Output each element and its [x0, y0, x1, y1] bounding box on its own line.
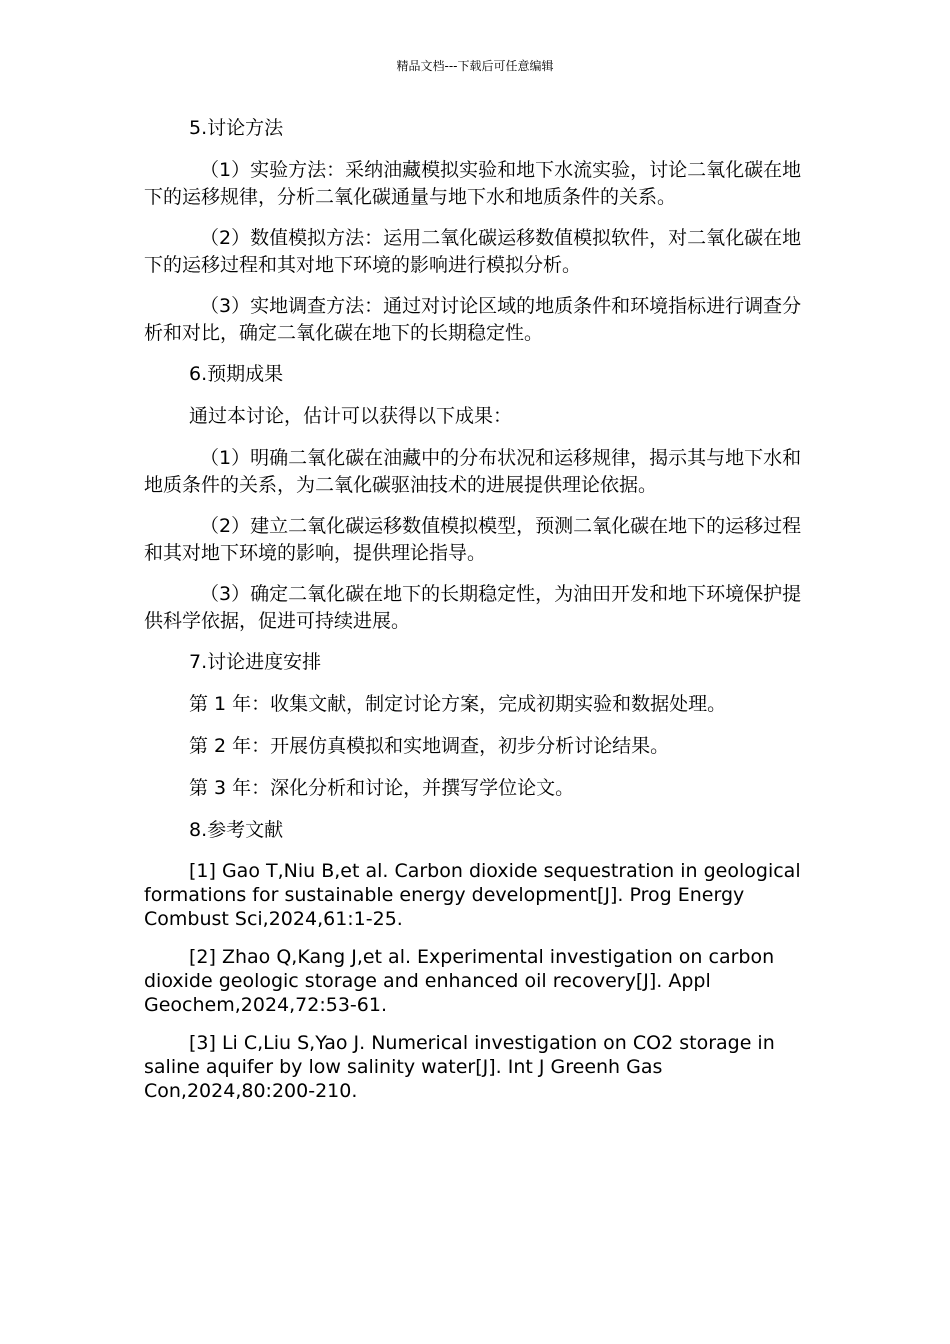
method-experiment: （1）实验方法：采纳油藏模拟实验和地下水流实验，讨论二氧化碳在地下的运移规律，分析二氧化碳通量与地下水和地质条件的关系。	[144, 159, 802, 208]
section-5-title: 5.讨论方法	[189, 117, 284, 139]
result-item-2: （2）建立二氧化碳运移数值模拟模型，预测二氧化碳在地下的运移过程和其对地下环境的影响，提供理论指导。	[144, 515, 802, 564]
section-7-title: 7.讨论进度安排	[189, 651, 322, 673]
page-header: 精品文档---下载后可任意编辑	[396, 59, 554, 73]
schedule-year-3: 第 3 年：深化分析和讨论，并撰写学位论文。	[189, 777, 575, 799]
reference-2: [2] Zhao Q,Kang J,et al. Experimental investigation on carbon dioxide geologic storage and enhanced oil recovery[J]. Appl Geochem,2024,72:53-61.	[144, 946, 775, 1016]
reference-3: [3] Li C,Liu S,Yao J. Numerical investigation on CO2 storage in saline aquifer by low salinity water[J]. Int J Greenh Gas Con,2024,80:200-210.	[144, 1032, 775, 1102]
document-body	[144, 115, 806, 1117]
reference-1: [1] Gao T,Niu B,et al. Carbon dioxide sequestration in geological formations for sustainable energy development[J]. Prog Energy Combust Sci,2024,61:1-25.	[144, 860, 801, 930]
method-numerical: （2）数值模拟方法：运用二氧化碳运移数值模拟软件，对二氧化碳在地下的运移过程和其对地下环境的影响进行模拟分析。	[144, 227, 802, 276]
schedule-year-1: 第 1 年：收集文献，制定讨论方案，完成初期实验和数据处理。	[189, 693, 727, 715]
result-item-3: （3）确定二氧化碳在地下的长期稳定性，为油田开发和地下环境保护提供科学依据，促进可持续进展。	[144, 583, 802, 632]
result-item-1: （1）明确二氧化碳在油藏中的分布状况和运移规律，揭示其与地下水和地质条件的关系，为二氧化碳驱油技术的进展提供理论依据。	[144, 447, 802, 496]
schedule-year-2: 第 2 年：开展仿真模拟和实地调查，初步分析讨论结果。	[189, 735, 670, 757]
results-intro: 通过本讨论，估计可以获得以下成果：	[189, 405, 513, 427]
section-8-title: 8.参考文献	[189, 819, 284, 841]
section-6-title: 6.预期成果	[189, 363, 284, 385]
method-field-survey: （3）实地调查方法：通过对讨论区域的地质条件和环境指标进行调查分析和对比，确定二氧化碳在地下的长期稳定性。	[144, 295, 802, 344]
